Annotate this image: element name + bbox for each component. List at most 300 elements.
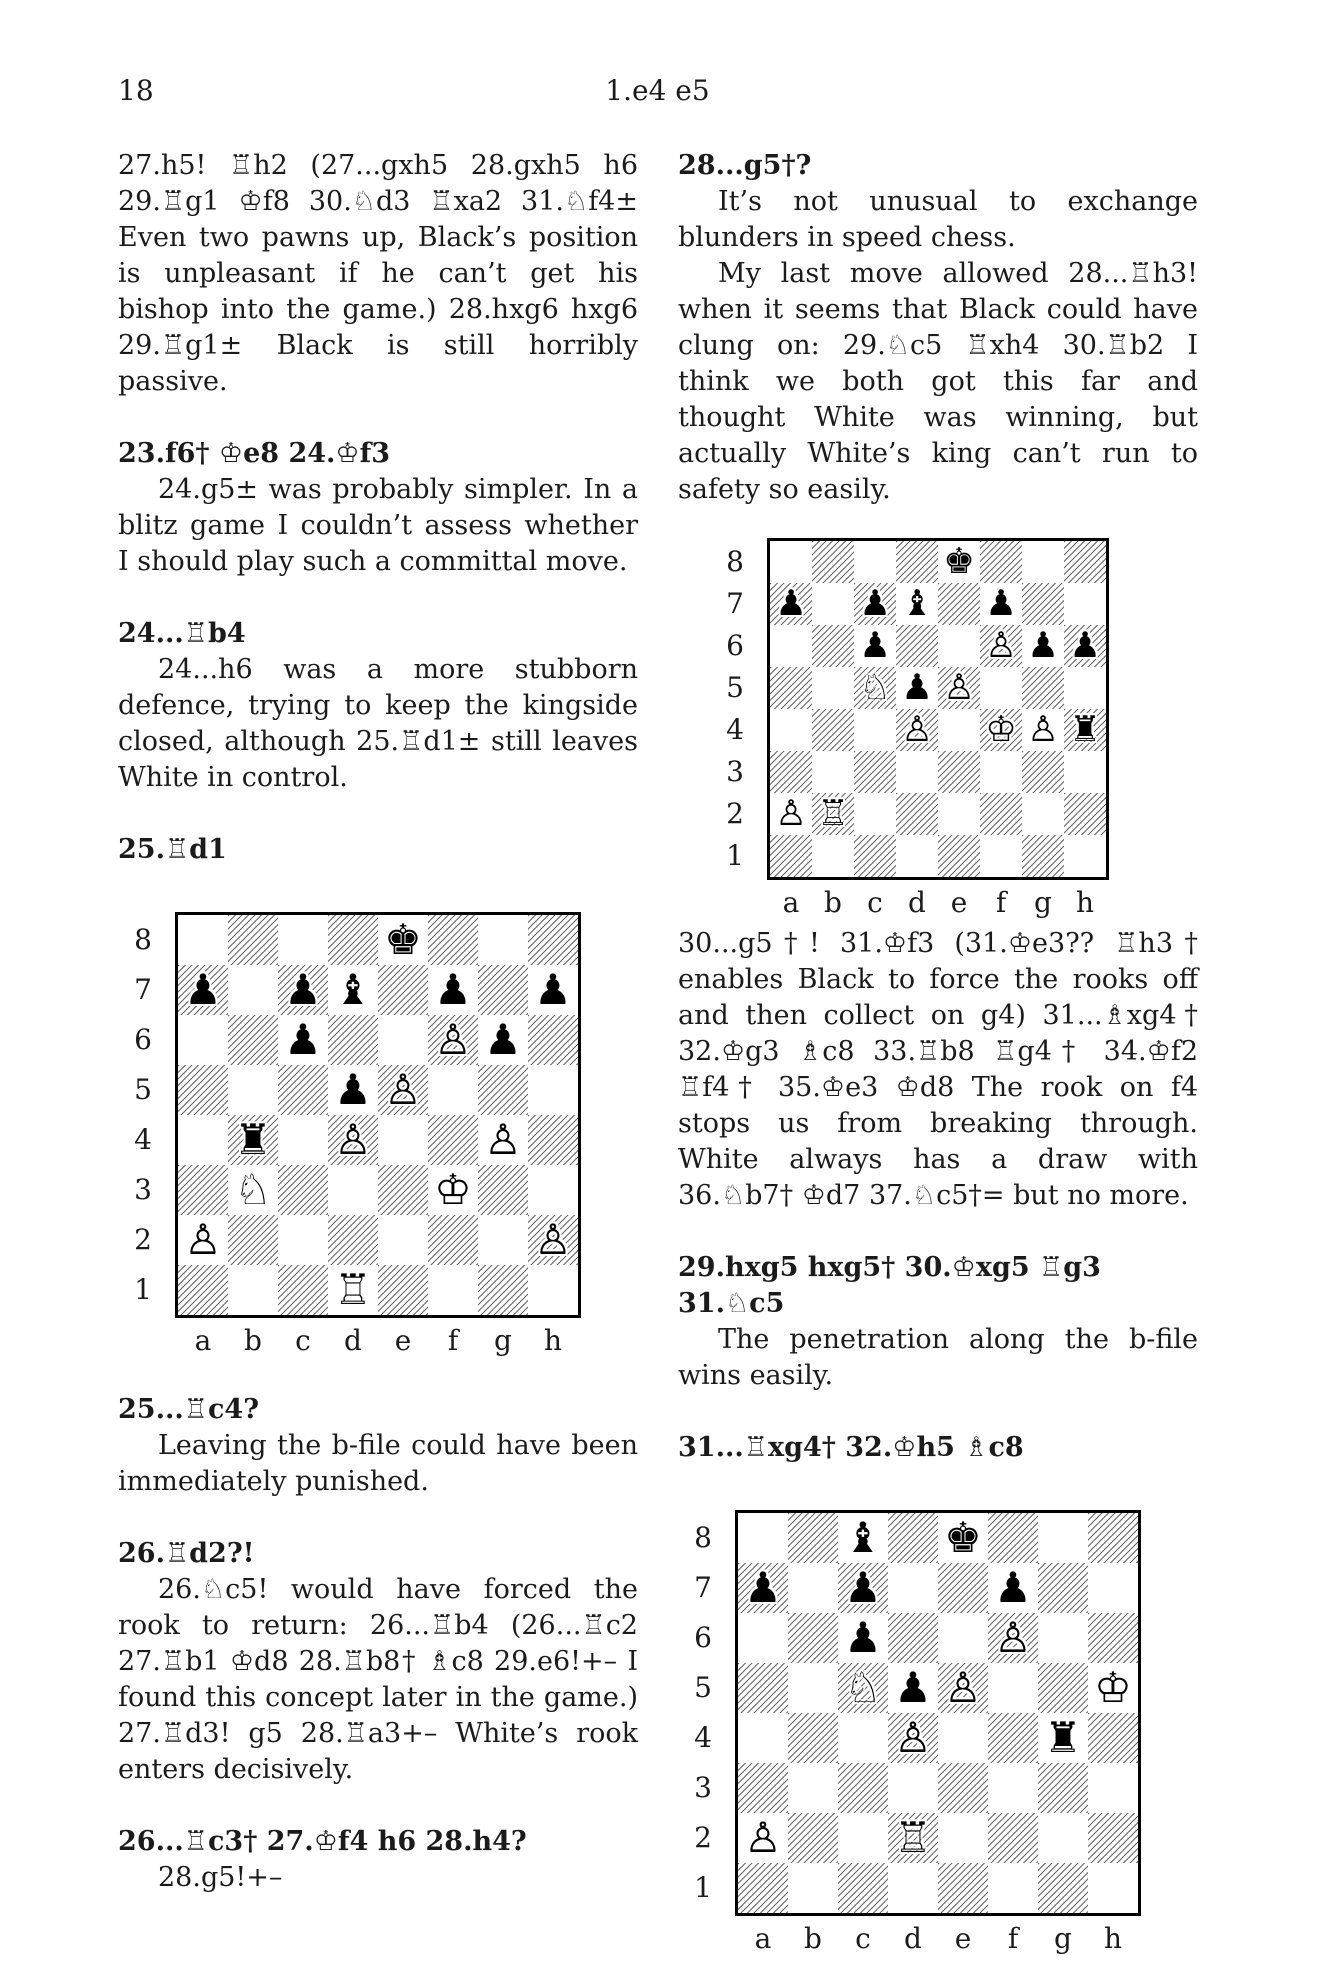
annotation-paragraph: 28.g5!+– <box>158 1862 283 1893</box>
right-column <box>678 148 1198 1962</box>
black-bishop-icon: ♝ <box>334 965 372 1014</box>
square-e6 <box>378 1015 428 1065</box>
white-pawn-icon: ♙ <box>334 1115 372 1164</box>
square-h3 <box>1064 751 1106 793</box>
annotation-paragraph: Leaving the b-file could have been immediately punished. <box>118 1430 638 1497</box>
square-h2 <box>528 1215 578 1265</box>
square-b8 <box>812 541 854 583</box>
square-d6 <box>896 625 938 667</box>
square-g3 <box>478 1165 528 1215</box>
square-d8 <box>888 1513 938 1563</box>
square-g5 <box>1038 1663 1088 1713</box>
square-h7 <box>1064 583 1106 625</box>
square-c5 <box>838 1663 888 1713</box>
square-a6 <box>770 625 812 667</box>
black-pawn-icon: ♟ <box>1027 625 1059 667</box>
square-a6 <box>738 1613 788 1663</box>
white-king-icon: ♔ <box>434 1165 472 1214</box>
square-d4 <box>888 1713 938 1763</box>
board-coordinate-label: 6 <box>134 1023 152 1056</box>
move-heading: 25...♖c4? <box>118 1394 260 1425</box>
board-coordinate-label: b <box>824 886 842 919</box>
board-coordinate-label: e <box>950 886 968 919</box>
square-g7 <box>1022 583 1064 625</box>
board-coordinate-label: h <box>1103 1922 1123 1955</box>
black-bishop-icon: ♝ <box>901 583 933 625</box>
square-a3 <box>738 1763 788 1813</box>
square-h5 <box>1088 1663 1138 1713</box>
white-pawn-icon: ♙ <box>184 1215 222 1264</box>
square-h2 <box>1088 1813 1138 1863</box>
square-c7 <box>278 965 328 1015</box>
black-pawn-icon: ♟ <box>534 965 572 1014</box>
square-h7 <box>528 965 578 1015</box>
board-coordinate-label: 1 <box>726 839 744 872</box>
square-g4 <box>478 1115 528 1165</box>
square-d2 <box>896 793 938 835</box>
square-d2 <box>888 1813 938 1863</box>
square-c6 <box>854 625 896 667</box>
white-rook-icon: ♖ <box>894 1813 932 1862</box>
square-h3 <box>1088 1763 1138 1813</box>
square-d8 <box>328 915 378 965</box>
annotation-paragraph: 30...g5†! 31.♔f3 (31.♔e3?? ♖h3† enables Black to force the rooks off and then collect on g4) 31...♗xg4† 32.♔g3 ♗c8 33.♖b8 ♖g4† 34.♔f2 ♖f4† 35.♔e3 ♔d8 The rook on f4 stops us from breaking through. White always has a draw with 36.♘b7† ♔d7 37.♘c5†= but no more. <box>678 928 1198 1211</box>
square-e8 <box>378 915 428 965</box>
square-f3 <box>988 1763 1038 1813</box>
square-g4 <box>1022 709 1064 751</box>
square-d3 <box>888 1763 938 1813</box>
square-e7 <box>378 965 428 1015</box>
square-h6 <box>1064 625 1106 667</box>
square-h1 <box>1088 1863 1138 1913</box>
move-heading: 29.hxg5 hxg5† 30.♔xg5 ♖g3 31.♘c5 <box>678 1252 1101 1319</box>
square-e3 <box>378 1165 428 1215</box>
black-pawn-icon: ♟ <box>434 965 472 1014</box>
square-h8 <box>1064 541 1106 583</box>
square-e5 <box>938 1663 988 1713</box>
square-h1 <box>1064 835 1106 877</box>
page-number: 18 <box>118 74 154 107</box>
square-b2 <box>228 1215 278 1265</box>
black-pawn-icon: ♟ <box>284 965 322 1014</box>
board-coordinate-label: 6 <box>726 629 744 662</box>
square-c4 <box>854 709 896 751</box>
white-pawn-icon: ♙ <box>994 1613 1032 1662</box>
board-coordinate-label: g <box>1054 1922 1072 1955</box>
square-a6 <box>178 1015 228 1065</box>
board-coordinate-label: c <box>295 1324 311 1357</box>
square-c1 <box>854 835 896 877</box>
file-labels <box>738 1924 1141 1954</box>
square-c2 <box>854 793 896 835</box>
square-b3 <box>788 1763 838 1813</box>
square-f4 <box>988 1713 1038 1763</box>
square-a7 <box>178 965 228 1015</box>
file-labels <box>770 888 1109 918</box>
square-f5 <box>988 1663 1038 1713</box>
board-coordinate-label: b <box>244 1324 262 1357</box>
square-h5 <box>1064 667 1106 709</box>
square-c5 <box>278 1065 328 1115</box>
square-h8 <box>528 915 578 965</box>
square-a1 <box>770 835 812 877</box>
square-e4 <box>938 709 980 751</box>
square-f8 <box>988 1513 1038 1563</box>
chess-diagram-3 <box>687 1510 1141 1954</box>
board-coordinate-label: 2 <box>694 1821 712 1854</box>
square-e5 <box>378 1065 428 1115</box>
square-h3 <box>528 1165 578 1215</box>
black-pawn-icon: ♟ <box>484 1015 522 1064</box>
square-g6 <box>478 1015 528 1065</box>
square-d4 <box>896 709 938 751</box>
square-g2 <box>478 1215 528 1265</box>
square-f3 <box>428 1165 478 1215</box>
square-f4 <box>428 1115 478 1165</box>
square-f7 <box>428 965 478 1015</box>
square-e4 <box>938 1713 988 1763</box>
square-b4 <box>228 1115 278 1165</box>
move-heading: 24...♖b4 <box>118 618 246 649</box>
black-pawn-icon: ♟ <box>844 1563 882 1612</box>
square-c2 <box>278 1215 328 1265</box>
square-b7 <box>228 965 278 1015</box>
square-b2 <box>812 793 854 835</box>
square-h4 <box>1064 709 1106 751</box>
running-title: 1.e4 e5 <box>605 74 710 107</box>
board-coordinate-label: c <box>867 886 883 919</box>
annotation-paragraph: 24...h6 was a more stubborn defence, trying to keep the kingside closed, although 25.♖d1± still leaves White in control. <box>118 654 638 793</box>
square-c4 <box>278 1115 328 1165</box>
board-coordinate-label: d <box>904 1922 922 1955</box>
square-e7 <box>938 583 980 625</box>
square-c5 <box>854 667 896 709</box>
square-a4 <box>178 1115 228 1165</box>
square-g6 <box>1022 625 1064 667</box>
white-pawn-icon: ♙ <box>534 1215 572 1264</box>
white-pawn-icon: ♙ <box>894 1713 932 1762</box>
square-d4 <box>328 1115 378 1165</box>
white-pawn-icon: ♙ <box>775 793 807 835</box>
board-coordinate-label: 3 <box>694 1771 712 1804</box>
square-f1 <box>428 1265 478 1315</box>
square-f5 <box>428 1065 478 1115</box>
board-coordinate-label: 1 <box>134 1273 152 1306</box>
left-column <box>118 148 638 1896</box>
black-pawn-icon: ♟ <box>334 1065 372 1114</box>
square-b6 <box>788 1613 838 1663</box>
square-h8 <box>1088 1513 1138 1563</box>
square-b7 <box>812 583 854 625</box>
black-pawn-icon: ♟ <box>844 1613 882 1662</box>
square-g5 <box>478 1065 528 1115</box>
square-g3 <box>1038 1763 1088 1813</box>
square-b2 <box>788 1813 838 1863</box>
square-b5 <box>812 667 854 709</box>
square-f2 <box>980 793 1022 835</box>
square-e2 <box>378 1215 428 1265</box>
square-d1 <box>328 1265 378 1315</box>
black-king-icon: ♚ <box>384 915 422 964</box>
square-f3 <box>980 751 1022 793</box>
square-d3 <box>896 751 938 793</box>
square-c7 <box>854 583 896 625</box>
black-pawn-icon: ♟ <box>1069 625 1101 667</box>
black-king-icon: ♚ <box>943 541 975 583</box>
square-e5 <box>938 667 980 709</box>
square-e1 <box>938 1863 988 1913</box>
square-f4 <box>980 709 1022 751</box>
black-bishop-icon: ♝ <box>844 1513 882 1562</box>
square-h4 <box>528 1115 578 1165</box>
square-a2 <box>178 1215 228 1265</box>
square-d1 <box>896 835 938 877</box>
board-coordinate-label: 5 <box>134 1073 152 1106</box>
board-coordinate-label: d <box>344 1324 362 1357</box>
board-coordinate-label: f <box>1007 1922 1019 1955</box>
square-c3 <box>278 1165 328 1215</box>
white-knight-icon: ♘ <box>844 1663 882 1712</box>
square-h2 <box>1064 793 1106 835</box>
annotation-paragraph: 26.♘c5! would have forced the rook to return: 26...♖b4 (26...♖c2 27.♖b1 ♔d8 28.♖b8† ♗c8 29.e6!+– I found this concept later in the game.) 27.♖d3! g5 28.♖a3+– White’s rook enters decisively. <box>118 1574 638 1785</box>
chess-diagram-2 <box>719 538 1109 918</box>
move-heading: 25.♖d1 <box>118 834 227 865</box>
board-coordinate-label: 6 <box>694 1621 712 1654</box>
board-coordinate-label: 2 <box>726 797 744 830</box>
square-f7 <box>988 1563 1038 1613</box>
square-d2 <box>328 1215 378 1265</box>
white-pawn-icon: ♙ <box>744 1813 782 1862</box>
move-heading: 26.♖d2?! <box>118 1538 255 1569</box>
square-b4 <box>812 709 854 751</box>
annotation-paragraph: It’s not unusual to exchange blunders in speed chess. <box>678 186 1198 253</box>
square-c4 <box>838 1713 888 1763</box>
square-f5 <box>980 667 1022 709</box>
move-heading: 31...♖xg4† 32.♔h5 ♗c8 <box>678 1432 1024 1463</box>
square-a2 <box>738 1813 788 1863</box>
square-f2 <box>988 1813 1038 1863</box>
white-pawn-icon: ♙ <box>484 1115 522 1164</box>
white-pawn-icon: ♙ <box>985 625 1017 667</box>
black-pawn-icon: ♟ <box>859 625 891 667</box>
rank-labels <box>127 912 159 1315</box>
board-coordinate-label: 1 <box>694 1871 712 1904</box>
square-a8 <box>178 915 228 965</box>
black-rook-icon: ♜ <box>1069 709 1101 751</box>
square-c7 <box>838 1563 888 1613</box>
white-rook-icon: ♖ <box>334 1265 372 1314</box>
square-h5 <box>528 1065 578 1115</box>
annotation-paragraph: The penetration along the b-file wins easily. <box>678 1324 1198 1391</box>
square-a1 <box>738 1863 788 1913</box>
square-e2 <box>938 793 980 835</box>
square-f2 <box>428 1215 478 1265</box>
move-heading: 28...g5†? <box>678 150 812 181</box>
white-rook-icon: ♖ <box>817 793 849 835</box>
square-g3 <box>1022 751 1064 793</box>
white-knight-icon: ♘ <box>234 1165 272 1214</box>
board-coordinate-label: a <box>782 886 800 919</box>
square-b5 <box>788 1663 838 1713</box>
square-f6 <box>428 1015 478 1065</box>
square-f1 <box>988 1863 1038 1913</box>
board-coordinate-label: 4 <box>694 1721 712 1754</box>
rank-labels <box>687 1510 719 1913</box>
black-rook-icon: ♜ <box>234 1115 272 1164</box>
white-pawn-icon: ♙ <box>943 667 975 709</box>
black-pawn-icon: ♟ <box>901 667 933 709</box>
square-g4 <box>1038 1713 1088 1763</box>
board-coordinate-label: 4 <box>726 713 744 746</box>
square-d5 <box>896 667 938 709</box>
square-c3 <box>854 751 896 793</box>
board-coordinate-label: b <box>804 1922 822 1955</box>
square-e8 <box>938 1513 988 1563</box>
square-e7 <box>938 1563 988 1613</box>
square-c6 <box>278 1015 328 1065</box>
board-coordinate-label: 5 <box>726 671 744 704</box>
black-rook-icon: ♜ <box>1044 1713 1082 1762</box>
square-f7 <box>980 583 1022 625</box>
square-a3 <box>770 751 812 793</box>
square-f8 <box>980 541 1022 583</box>
square-g1 <box>478 1265 528 1315</box>
square-g8 <box>478 915 528 965</box>
square-d6 <box>328 1015 378 1065</box>
square-b5 <box>228 1065 278 1115</box>
board-coordinate-label: d <box>908 886 926 919</box>
annotation-paragraph: 24.g5± was probably simpler. In a blitz game I couldn’t assess whether I should play such a committal move. <box>118 474 638 577</box>
square-d7 <box>896 583 938 625</box>
black-pawn-icon: ♟ <box>184 965 222 1014</box>
white-pawn-icon: ♙ <box>944 1663 982 1712</box>
white-pawn-icon: ♙ <box>901 709 933 751</box>
square-g7 <box>1038 1563 1088 1613</box>
square-b4 <box>788 1713 838 1763</box>
square-f6 <box>988 1613 1038 1663</box>
square-a5 <box>770 667 812 709</box>
square-e6 <box>938 625 980 667</box>
black-king-icon: ♚ <box>944 1513 982 1562</box>
square-h6 <box>1088 1613 1138 1663</box>
square-a3 <box>178 1165 228 1215</box>
board-coordinate-label: a <box>754 1922 772 1955</box>
square-g2 <box>1038 1813 1088 1863</box>
square-h4 <box>1088 1713 1138 1763</box>
white-knight-icon: ♘ <box>859 667 891 709</box>
board-coordinate-label: 4 <box>134 1123 152 1156</box>
board-coordinate-label: e <box>394 1324 412 1357</box>
file-labels <box>178 1326 581 1356</box>
square-b6 <box>812 625 854 667</box>
black-pawn-icon: ♟ <box>859 583 891 625</box>
board-coordinate-label: 2 <box>134 1223 152 1256</box>
board-coordinate-label: f <box>995 886 1007 919</box>
square-h6 <box>528 1015 578 1065</box>
square-e1 <box>938 835 980 877</box>
square-e4 <box>378 1115 428 1165</box>
square-b8 <box>788 1513 838 1563</box>
board-coordinate-label: 3 <box>726 755 744 788</box>
board-coordinate-label: c <box>855 1922 871 1955</box>
move-heading: 23.f6† ♔e8 24.♔f3 <box>118 438 391 469</box>
board-coordinate-label: a <box>194 1324 212 1357</box>
board-coordinate-label: 7 <box>726 587 744 620</box>
square-a8 <box>738 1513 788 1563</box>
square-e6 <box>938 1613 988 1663</box>
square-a7 <box>738 1563 788 1613</box>
square-g7 <box>478 965 528 1015</box>
board-coordinate-label: h <box>543 1324 563 1357</box>
square-h1 <box>528 1265 578 1315</box>
square-c1 <box>838 1863 888 1913</box>
square-c8 <box>854 541 896 583</box>
square-g8 <box>1038 1513 1088 1563</box>
chess-diagram-1 <box>127 912 581 1356</box>
board-coordinate-label: 5 <box>694 1671 712 1704</box>
square-b7 <box>788 1563 838 1613</box>
square-a5 <box>738 1663 788 1713</box>
chess-board-3 <box>735 1510 1141 1916</box>
square-d6 <box>888 1613 938 1663</box>
board-coordinate-label: h <box>1075 886 1095 919</box>
square-a8 <box>770 541 812 583</box>
board-coordinate-label: g <box>494 1324 512 1357</box>
white-king-icon: ♔ <box>985 709 1017 751</box>
board-coordinate-label: 8 <box>134 923 152 956</box>
square-h7 <box>1088 1563 1138 1613</box>
black-pawn-icon: ♟ <box>894 1663 932 1712</box>
square-b1 <box>788 1863 838 1913</box>
board-coordinate-label: 8 <box>694 1521 712 1554</box>
white-pawn-icon: ♙ <box>434 1015 472 1064</box>
square-d3 <box>328 1165 378 1215</box>
square-e1 <box>378 1265 428 1315</box>
move-heading: 26...♖c3† 27.♔f4 h6 28.h4? <box>118 1826 527 1857</box>
annotation-paragraph: My last move allowed 28...♖h3! when it seems that Black could have clung on: 29.♘c5 ♖xh4 30.♖b2 I think we both got this far and thought White was winning, but actually White’s king can’t run to safety so easily. <box>678 258 1198 505</box>
square-c2 <box>838 1813 888 1863</box>
square-c8 <box>838 1513 888 1563</box>
square-c3 <box>838 1763 888 1813</box>
square-g2 <box>1022 793 1064 835</box>
chess-board-1 <box>175 912 581 1318</box>
square-b1 <box>812 835 854 877</box>
annotation-paragraph: 27.h5! ♖h2 (27...gxh5 28.gxh5 h6 29.♖g1 ♔f8 30.♘d3 ♖xa2 31.♘f4± Even two pawns up, Black’s position is unpleasant if he can’t get his bishop into the game.) 28.hxg6 hxg6 29.♖g1± Black is still horribly passive. <box>118 150 638 397</box>
square-e2 <box>938 1813 988 1863</box>
square-e3 <box>938 751 980 793</box>
black-pawn-icon: ♟ <box>775 583 807 625</box>
board-coordinate-label: 7 <box>134 973 152 1006</box>
square-a5 <box>178 1065 228 1115</box>
board-coordinate-label: 7 <box>694 1571 712 1604</box>
board-coordinate-label: g <box>1034 886 1052 919</box>
board-coordinate-label: 8 <box>726 545 744 578</box>
black-pawn-icon: ♟ <box>994 1563 1032 1612</box>
square-a2 <box>770 793 812 835</box>
black-pawn-icon: ♟ <box>985 583 1017 625</box>
black-pawn-icon: ♟ <box>284 1015 322 1064</box>
square-b3 <box>228 1165 278 1215</box>
square-f8 <box>428 915 478 965</box>
square-a4 <box>770 709 812 751</box>
square-g6 <box>1038 1613 1088 1663</box>
square-d8 <box>896 541 938 583</box>
square-g1 <box>1038 1863 1088 1913</box>
square-d1 <box>888 1863 938 1913</box>
square-b1 <box>228 1265 278 1315</box>
square-d5 <box>888 1663 938 1713</box>
square-a1 <box>178 1265 228 1315</box>
